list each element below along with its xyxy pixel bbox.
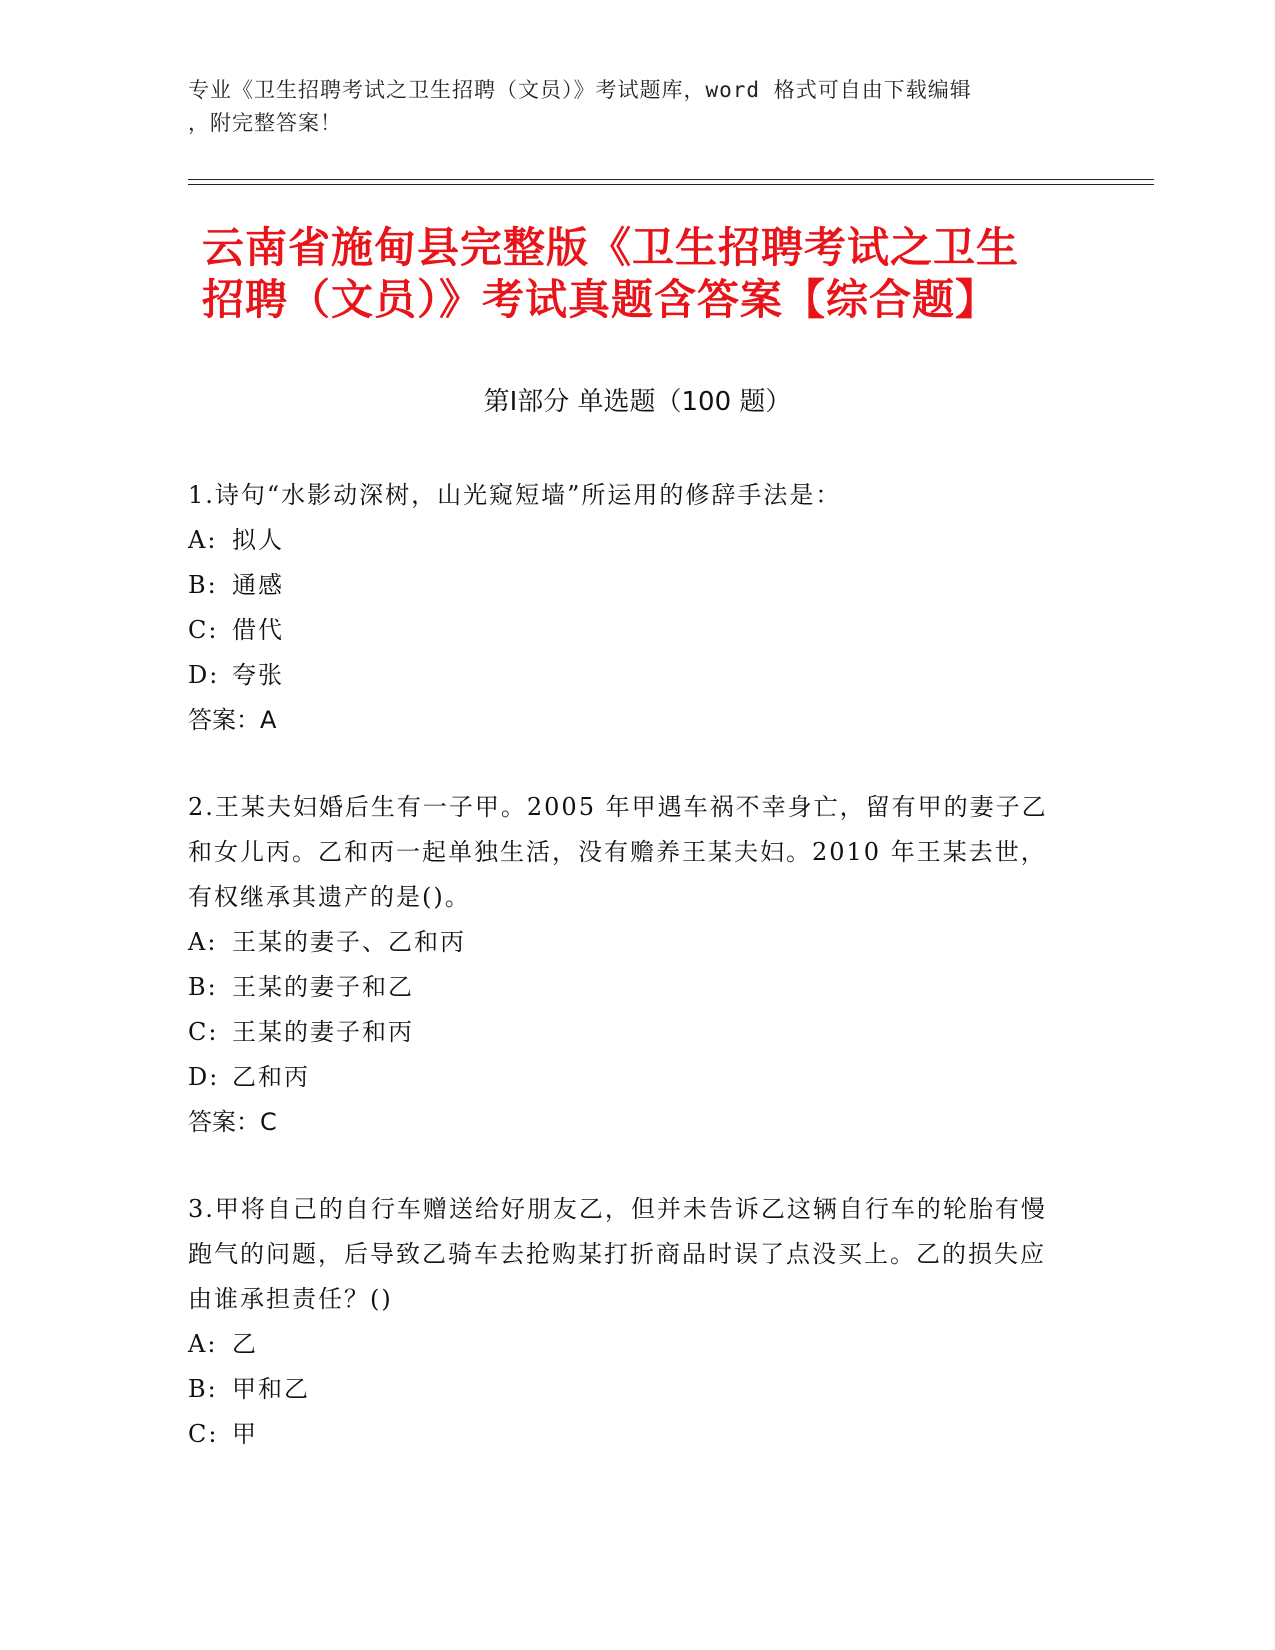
- option-a: [188, 518, 1068, 563]
- option-text: 甲和乙: [232, 1375, 310, 1403]
- option-letter: C:: [188, 1420, 219, 1448]
- option-c: [188, 1412, 1068, 1457]
- option-text: 拟人: [232, 526, 284, 554]
- option-text: 王某的妻子和乙: [232, 973, 414, 1001]
- option-letter: B:: [188, 973, 218, 1001]
- question-2: [188, 785, 1068, 1145]
- option-text: 王某的妻子和丙: [232, 1018, 414, 1046]
- answer-line: 答案：C: [188, 1108, 277, 1136]
- option-text: 乙和丙: [232, 1063, 310, 1091]
- option-letter: A:: [188, 928, 218, 956]
- question-3: [188, 1187, 1068, 1457]
- option-letter: A:: [188, 1330, 218, 1358]
- header-note-line-1: 专业《卫生招聘考试之卫生招聘（文员）》考试题库，word 格式可自由下载编辑: [188, 78, 972, 102]
- option-b: [188, 1367, 1068, 1412]
- option-letter: D:: [188, 661, 220, 689]
- document-title: [202, 222, 1122, 326]
- question-1: [188, 473, 1068, 743]
- option-letter: A:: [188, 526, 218, 554]
- option-a: [188, 920, 1068, 965]
- answer-line: 答案：A: [188, 706, 277, 734]
- option-text: 借代: [232, 616, 284, 644]
- option-letter: B:: [188, 1375, 218, 1403]
- question-stem: 1.诗句“水影动深树，山光窥短墙”所运用的修辞手法是：: [188, 481, 842, 509]
- option-d: [188, 653, 1068, 698]
- option-letter: D:: [188, 1063, 220, 1091]
- option-a: [188, 1322, 1068, 1367]
- header-divider-bottom: [188, 184, 1154, 185]
- option-b: [188, 563, 1068, 608]
- option-d: [188, 1055, 1068, 1100]
- option-c: [188, 1010, 1068, 1055]
- option-letter: C:: [188, 616, 219, 644]
- option-text: 通感: [232, 571, 284, 599]
- header-divider-top: [188, 179, 1154, 180]
- question-list: [188, 473, 1068, 1499]
- document-title-line-2: 招聘（文员）》考试真题含答案【综合题】: [202, 275, 999, 324]
- section-title: 第Ⅰ部分 单选题（100 题）: [483, 387, 792, 417]
- option-text: 乙: [232, 1330, 258, 1358]
- header-note-line-2: ，附完整答案！: [188, 111, 342, 135]
- option-letter: C:: [188, 1018, 219, 1046]
- option-text: 夸张: [232, 661, 284, 689]
- option-text: 王某的妻子、乙和丙: [232, 928, 466, 956]
- question-stem: 3.甲将自己的自行车赠送给好朋友乙，但并未告诉乙这辆自行车的轮胎有慢跑气的问题，后导致乙骑车去抢购某打折商品时误了点没买上。乙的损失应由谁承担责任？(): [188, 1195, 1047, 1313]
- option-letter: B:: [188, 571, 218, 599]
- option-text: 甲: [232, 1420, 258, 1448]
- option-b: [188, 965, 1068, 1010]
- document-title-line-1: 云南省施甸县完整版《卫生招聘考试之卫生: [202, 223, 1020, 272]
- option-c: [188, 608, 1068, 653]
- header-note: [188, 74, 1068, 140]
- question-stem: 2.王某夫妇婚后生有一子甲。2005 年甲遇车祸不幸身亡，留有甲的妻子乙和女儿丙。乙和丙一起单独生活，没有赡养王某夫妇。2010 年王某去世，有权继承其遗产的是()。: [188, 793, 1048, 911]
